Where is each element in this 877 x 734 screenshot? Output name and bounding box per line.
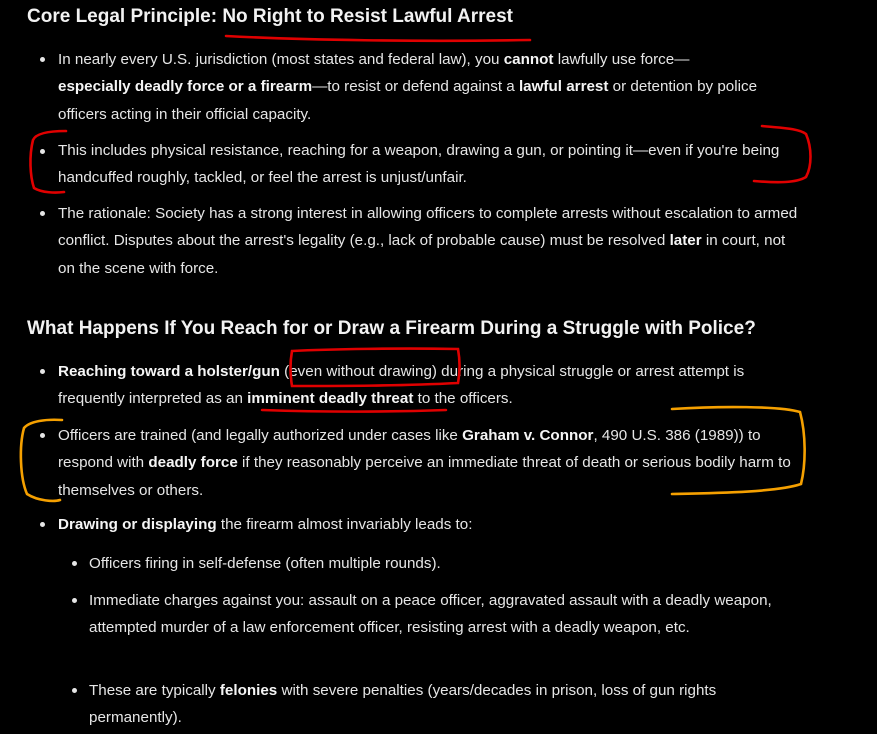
sub-bullet-dot (72, 561, 77, 566)
sub-list-item: Officers firing in self-defense (often multiple rounds). (89, 555, 441, 572)
list-item: The rationale: Society has a strong interest in allowing officers to complete arrests without escalation to armed conflict. Disputes about the arrest's legality (e.g., lack of probable cause) must be resolved later in court, not on the scene with force. (58, 205, 798, 277)
heading-emphasis: No Right to Resist Lawful Arrest (222, 6, 513, 27)
bullet-dot (40, 522, 45, 527)
list-item: In nearly every U.S. jurisdiction (most states and federal law), you cannot lawfully use force— especially deadly force or a firearm—to resist or defend against a lawful arrest or detention by police officers acting in their official capacity. (58, 51, 758, 123)
bullet-dot (40, 57, 45, 62)
sub-bullet-dot (72, 598, 77, 603)
list-item: Officers are trained (and legally authorized under cases like Graham v. Connor, 490 U.S. 386 (1989)) to respond with deadly force if they reasonably perceive an immediate threat of death or serious bodily harm to themselves or others. (58, 427, 791, 499)
sub-bullet-dot (72, 688, 77, 693)
list-item: Reaching toward a holster/gun (even without drawing) during a physical struggle or arrest attempt is frequently interpreted as an imminent deadly threat to the officers. (58, 363, 745, 408)
section-heading-firearm-struggle: What Happens If You Reach for or Draw a Firearm During a Struggle with Police? (27, 318, 756, 339)
list-item: Drawing or displaying the firearm almost invariably leads to: (58, 516, 473, 533)
orange-bracket-left (21, 420, 62, 501)
bullet-dot (40, 369, 45, 374)
sub-list-item: These are typically felonies with severe penalties (years/decades in prison, loss of gun rights permanently). (89, 682, 717, 727)
sub-list-item: Immediate charges against you: assault on a peace officer, aggravated assault with a deadly weapon, attempted murder of a law enforcement officer, resisting arrest with a deadly weapon, etc. (89, 592, 772, 637)
section-heading-core-legal-principle (27, 6, 513, 28)
list-item: This includes physical resistance, reaching for a weapon, drawing a gun, or pointing it—even if you're being handcuffed roughly, tackled, or feel the arrest is unjust/unfair. (58, 142, 780, 187)
bullet-dot (40, 433, 45, 438)
red-underline-heading (226, 36, 530, 41)
bullet-dot (40, 211, 45, 216)
bullet-dot (40, 149, 45, 154)
heading-prefix: Core Legal Principle: (27, 6, 223, 27)
